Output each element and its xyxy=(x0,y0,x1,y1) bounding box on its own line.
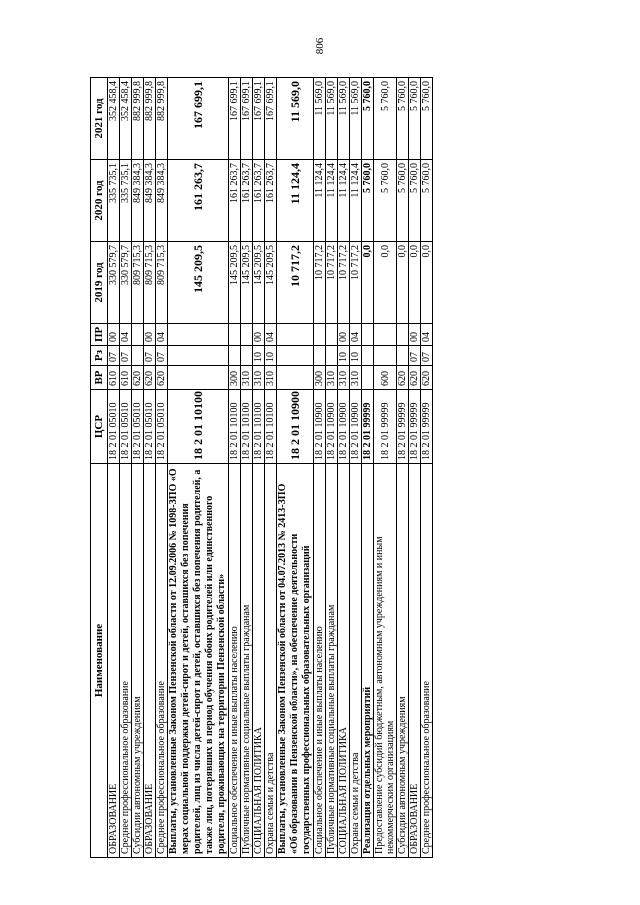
row-vr: 310 xyxy=(241,366,253,390)
row-rz: 07 xyxy=(120,346,132,366)
row-name: ОБРАЗОВАНИЕ xyxy=(409,464,421,858)
row-pr: 00 xyxy=(253,324,265,346)
row-2021: 5 760,0 xyxy=(409,78,421,160)
row-2019: 145 209,5 xyxy=(229,242,241,324)
row-2021: 5 760,0 xyxy=(362,78,374,160)
row-vr: 620 xyxy=(144,366,156,390)
row-2021: 11 569,0 xyxy=(277,78,314,160)
row-2020: 161 263,7 xyxy=(241,160,253,242)
row-2020: 5 760,0 xyxy=(374,160,397,242)
table-row xyxy=(338,78,350,858)
row-name: Субсидии автономным учреждениям xyxy=(132,464,144,858)
table-row-section xyxy=(277,78,314,858)
row-2020: 11 124,4 xyxy=(350,160,362,242)
row-pr: 04 xyxy=(120,324,132,346)
row-name: Выплаты, установленные Законом Пензенской области от 04.07.2013 № 2413-ЗПО «Об образовании в Пензенской области», на обеспечение деятельности государственных профессиональных образовательных организаций xyxy=(277,464,314,858)
row-name: Охрана семьи и детства xyxy=(350,464,362,858)
table-row-section xyxy=(362,78,374,858)
row-rz xyxy=(168,346,229,366)
row-name: СОЦИАЛЬНАЯ ПОЛИТИКА xyxy=(253,464,265,858)
row-rz: 07 xyxy=(409,346,421,366)
header-2021: 2021 год xyxy=(91,78,108,160)
row-2021: 11 569,0 xyxy=(314,78,326,160)
row-pr xyxy=(314,324,326,346)
row-rz xyxy=(229,346,241,366)
row-2019: 10 717,2 xyxy=(326,242,338,324)
row-vr: 300 xyxy=(314,366,326,390)
row-csr: 18 2 01 10100 xyxy=(241,390,253,464)
row-vr: 620 xyxy=(156,366,168,390)
row-2021: 352 458,4 xyxy=(120,78,132,160)
table-row xyxy=(265,78,277,858)
row-name: Социальное обеспечение и иные выплаты населению xyxy=(314,464,326,858)
rotated-budget-table xyxy=(90,78,550,858)
row-2019: 145 209,5 xyxy=(253,242,265,324)
row-2020: 11 124,4 xyxy=(277,160,314,242)
row-pr: 00 xyxy=(108,324,120,346)
row-vr: 620 xyxy=(132,366,144,390)
row-pr xyxy=(168,324,229,346)
row-2020: 161 263,7 xyxy=(265,160,277,242)
row-pr xyxy=(326,324,338,346)
row-csr: 18 2 01 10900 xyxy=(314,390,326,464)
row-csr: 18 2 01 05010 xyxy=(120,390,132,464)
row-csr: 18 2 01 10100 xyxy=(168,390,229,464)
table-row xyxy=(132,78,144,858)
row-rz xyxy=(277,346,314,366)
row-2021: 882 999,8 xyxy=(132,78,144,160)
row-2020: 161 263,7 xyxy=(168,160,229,242)
row-csr: 18 2 01 05010 xyxy=(132,390,144,464)
row-csr: 18 2 01 10900 xyxy=(277,390,314,464)
row-2020: 11 124,4 xyxy=(338,160,350,242)
row-vr: 310 xyxy=(326,366,338,390)
row-2019: 10 717,2 xyxy=(350,242,362,324)
row-name: Среднее профессиональное образование xyxy=(156,464,168,858)
table-row xyxy=(350,78,362,858)
row-rz xyxy=(362,346,374,366)
table-row xyxy=(374,78,397,858)
row-vr: 310 xyxy=(350,366,362,390)
row-name: Публичные нормативные социальные выплаты гражданам xyxy=(326,464,338,858)
table-row xyxy=(241,78,253,858)
table-row xyxy=(144,78,156,858)
row-2021: 167 699,1 xyxy=(229,78,241,160)
row-pr: 04 xyxy=(265,324,277,346)
table-row xyxy=(253,78,265,858)
row-2021: 11 569,0 xyxy=(326,78,338,160)
header-rz: Рз xyxy=(91,346,108,366)
row-name: Среднее профессиональное образование xyxy=(120,464,132,858)
row-2021: 167 699,1 xyxy=(253,78,265,160)
row-vr xyxy=(168,366,229,390)
row-2021: 167 699,1 xyxy=(265,78,277,160)
row-name: Публичные нормативные социальные выплаты гражданам xyxy=(241,464,253,858)
row-2019: 809 715,3 xyxy=(156,242,168,324)
row-csr: 18 2 01 10100 xyxy=(229,390,241,464)
table-row xyxy=(156,78,168,858)
row-2021: 882 999,8 xyxy=(144,78,156,160)
row-rz: 07 xyxy=(156,346,168,366)
row-2021: 11 569,0 xyxy=(350,78,362,160)
row-csr: 18 2 01 05010 xyxy=(156,390,168,464)
row-csr: 18 2 01 99999 xyxy=(374,390,397,464)
row-pr: 00 xyxy=(338,324,350,346)
table-row xyxy=(421,78,433,858)
header-vr: ВР xyxy=(91,366,108,390)
row-vr: 300 xyxy=(229,366,241,390)
header-2020: 2020 год xyxy=(91,160,108,242)
row-csr: 18 2 01 10900 xyxy=(326,390,338,464)
row-2019: 0,0 xyxy=(397,242,409,324)
header-2019: 2019 год xyxy=(91,242,108,324)
row-2021: 5 760,0 xyxy=(421,78,433,160)
row-2020: 161 263,7 xyxy=(253,160,265,242)
row-2019: 330 579,7 xyxy=(120,242,132,324)
header-name: Наименование xyxy=(91,464,108,858)
row-rz: 10 xyxy=(265,346,277,366)
header-csr: ЦСР xyxy=(91,390,108,464)
table-row xyxy=(326,78,338,858)
row-name: Реализация отдельных мероприятий xyxy=(362,464,374,858)
row-pr xyxy=(277,324,314,346)
row-vr: 610 xyxy=(120,366,132,390)
row-pr xyxy=(132,324,144,346)
row-rz: 07 xyxy=(108,346,120,366)
row-rz xyxy=(374,346,397,366)
row-vr: 620 xyxy=(397,366,409,390)
row-2020: 849 384,3 xyxy=(144,160,156,242)
row-name: ОБРАЗОВАНИЕ xyxy=(144,464,156,858)
row-pr: 04 xyxy=(421,324,433,346)
row-rz xyxy=(397,346,409,366)
row-vr: 610 xyxy=(108,366,120,390)
row-2020: 5 760,0 xyxy=(397,160,409,242)
row-pr: 04 xyxy=(156,324,168,346)
header-pr: ПР xyxy=(91,324,108,346)
row-rz xyxy=(326,346,338,366)
row-name: Социальное обеспечение и иные выплаты населению xyxy=(229,464,241,858)
row-2021: 352 458,4 xyxy=(108,78,120,160)
row-2020: 849 384,3 xyxy=(156,160,168,242)
row-2020: 5 760,0 xyxy=(362,160,374,242)
row-2020: 11 124,4 xyxy=(326,160,338,242)
row-2019: 145 209,5 xyxy=(168,242,229,324)
row-name: ОБРАЗОВАНИЕ xyxy=(108,464,120,858)
row-rz: 10 xyxy=(350,346,362,366)
row-2019: 10 717,2 xyxy=(314,242,326,324)
table-row xyxy=(314,78,326,858)
row-2019: 0,0 xyxy=(409,242,421,324)
row-pr xyxy=(229,324,241,346)
row-2020: 849 384,3 xyxy=(132,160,144,242)
row-2019: 0,0 xyxy=(374,242,397,324)
row-rz: 07 xyxy=(421,346,433,366)
row-2021: 5 760,0 xyxy=(374,78,397,160)
row-rz xyxy=(241,346,253,366)
row-pr xyxy=(362,324,374,346)
row-2019: 330 579,7 xyxy=(108,242,120,324)
row-2020: 161 263,7 xyxy=(229,160,241,242)
row-rz: 10 xyxy=(253,346,265,366)
row-csr: 18 2 01 99999 xyxy=(409,390,421,464)
row-pr: 00 xyxy=(409,324,421,346)
row-2020: 335 735,1 xyxy=(120,160,132,242)
row-csr: 18 2 01 10900 xyxy=(338,390,350,464)
row-2019: 0,0 xyxy=(421,242,433,324)
row-pr xyxy=(397,324,409,346)
row-csr: 18 2 01 10100 xyxy=(253,390,265,464)
table-row xyxy=(108,78,120,858)
row-csr: 18 2 01 10100 xyxy=(265,390,277,464)
row-vr xyxy=(362,366,374,390)
row-2020: 5 760,0 xyxy=(421,160,433,242)
row-rz: 10 xyxy=(338,346,350,366)
row-rz xyxy=(314,346,326,366)
row-pr xyxy=(241,324,253,346)
row-2021: 167 699,1 xyxy=(168,78,229,160)
row-name: Среднее профессиональное образование xyxy=(421,464,433,858)
row-pr: 00 xyxy=(144,324,156,346)
row-2019: 10 717,2 xyxy=(277,242,314,324)
table-row xyxy=(229,78,241,858)
row-vr xyxy=(277,366,314,390)
row-rz: 07 xyxy=(144,346,156,366)
row-vr: 310 xyxy=(265,366,277,390)
table-header-row xyxy=(91,78,108,858)
row-rz xyxy=(132,346,144,366)
row-2021: 5 760,0 xyxy=(397,78,409,160)
row-2020: 335 735,1 xyxy=(108,160,120,242)
budget-table xyxy=(90,77,433,858)
row-vr: 600 xyxy=(374,366,397,390)
table-row xyxy=(397,78,409,858)
row-vr: 310 xyxy=(253,366,265,390)
row-name: Охрана семьи и детства xyxy=(265,464,277,858)
table-row xyxy=(409,78,421,858)
row-name: СОЦИАЛЬНАЯ ПОЛИТИКА xyxy=(338,464,350,858)
row-csr: 18 2 01 99999 xyxy=(397,390,409,464)
table-row xyxy=(120,78,132,858)
row-2019: 809 715,3 xyxy=(132,242,144,324)
row-name: Предоставление субсидий бюджетным, автономным учреждениям и иным некоммерческим организациям xyxy=(374,464,397,858)
row-2019: 0,0 xyxy=(362,242,374,324)
row-2021: 882 999,8 xyxy=(156,78,168,160)
row-2020: 11 124,4 xyxy=(314,160,326,242)
row-name: Выплаты, установленные Законом Пензенской области от 12.09.2006 № 1098-ЗПО «О мерах социальной поддержки детей-сирот и детей, оставшихся без попечения родителей, лиц из числа детей-сирот и детей, оставшихся без попечения родителей, а также лиц, потерявших в период обучения обоих родителей или единственного родителя, проживающих на территории Пензенской области» xyxy=(168,464,229,858)
table-row-section xyxy=(168,78,229,858)
row-name: Субсидии автономным учреждениям xyxy=(397,464,409,858)
row-2019: 145 209,5 xyxy=(265,242,277,324)
row-csr: 18 2 01 05010 xyxy=(144,390,156,464)
row-csr: 18 2 01 99999 xyxy=(362,390,374,464)
row-pr: 04 xyxy=(350,324,362,346)
row-vr: 620 xyxy=(409,366,421,390)
page-number: 806 xyxy=(314,37,326,55)
row-2019: 10 717,2 xyxy=(338,242,350,324)
row-csr: 18 2 01 10900 xyxy=(350,390,362,464)
row-2019: 809 715,3 xyxy=(144,242,156,324)
row-2020: 5 760,0 xyxy=(409,160,421,242)
row-2019: 145 209,5 xyxy=(241,242,253,324)
row-vr: 310 xyxy=(338,366,350,390)
row-vr: 620 xyxy=(421,366,433,390)
row-2021: 167 699,1 xyxy=(241,78,253,160)
row-pr xyxy=(374,324,397,346)
row-csr: 18 2 01 99999 xyxy=(421,390,433,464)
row-csr: 18 2 01 05010 xyxy=(108,390,120,464)
row-2021: 11 569,0 xyxy=(338,78,350,160)
